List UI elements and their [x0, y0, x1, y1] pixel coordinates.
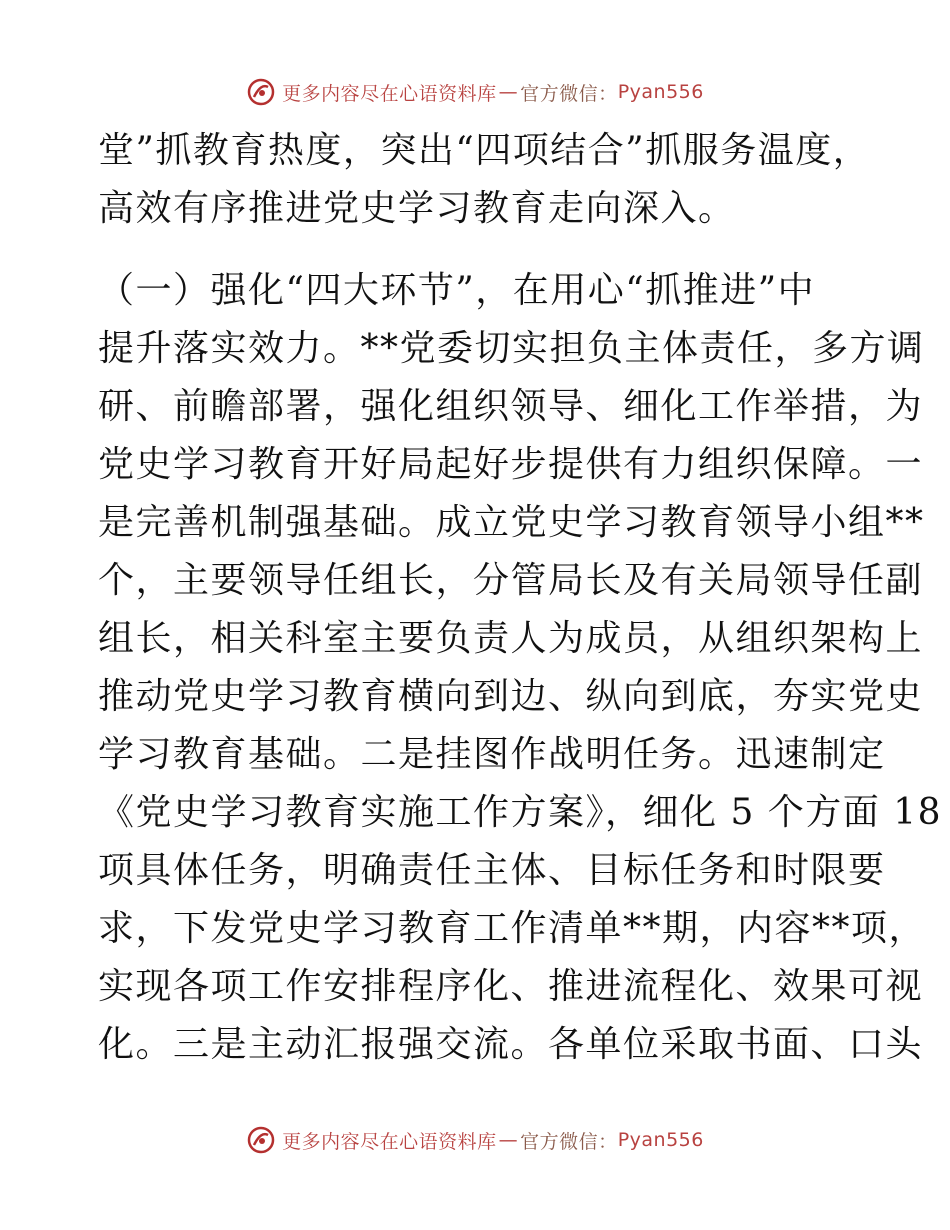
watermark-wechat-id: Pyan556 [617, 81, 704, 103]
header-watermark [0, 72, 950, 112]
text-line: 项具体任务，明确责任主体、目标任务和时限要 [98, 850, 886, 891]
text-line: 堂”抓教育热度，突出“四项结合”抓服务温度， [98, 130, 871, 171]
text-line: 实现各项工作安排程序化、推进流程化、效果可视 [98, 966, 924, 1007]
text-line: 学习教育基础。二是挂图作战明任务。迅速制定 [98, 734, 886, 775]
watermark-wechat-id: Pyan556 [617, 1129, 704, 1151]
footer-watermark [0, 1120, 950, 1160]
text-line: 《党史学习教育实施工作方案》，细化 5 个方面 18 [98, 792, 943, 833]
text-line: 研、前瞻部署，强化组织领导、细化工作举措，为 [98, 386, 924, 427]
paragraph-section-one [98, 262, 943, 1074]
text-line: 党史学习教育开好局起好步提供有力组织保障。一 [98, 444, 924, 485]
document-body [98, 122, 943, 1074]
text-line: 高效有序推进党史学习教育走向深入。 [98, 188, 736, 229]
watermark-label: 官方微信： [520, 82, 618, 105]
brand-logo-icon [246, 77, 276, 107]
text-line: 推动党史学习教育横向到边、纵向到底，夯实党史 [98, 676, 924, 717]
text-line: 组长，相关科室主要负责人为成员，从组织架构上 [98, 618, 924, 659]
watermark-dash: — [498, 1129, 519, 1151]
text-line: 是完善机制强基础。成立党史学习教育领导小组** [98, 502, 925, 543]
text-line: 个，主要领导任组长，分管局长及有关局领导任副 [98, 560, 924, 601]
paragraph-intro [98, 122, 871, 238]
text-line: 求，下发党史学习教育工作清单**期，内容**项， [98, 908, 927, 949]
watermark-dash: — [498, 81, 519, 103]
text-line: 化。三是主动汇报强交流。各单位采取书面、口头 [98, 1024, 924, 1065]
section-heading-line: （一）强化“四大环节”，在用心“抓推进”中 [98, 270, 816, 311]
brand-logo-icon [246, 1125, 276, 1155]
watermark-text: 更多内容尽在心语资料库 [282, 82, 497, 105]
watermark-label: 官方微信： [520, 1130, 618, 1153]
watermark-text: 更多内容尽在心语资料库 [282, 1130, 497, 1153]
text-line: 提升落实效力。**党委切实担负主体责任，多方调 [98, 328, 925, 369]
